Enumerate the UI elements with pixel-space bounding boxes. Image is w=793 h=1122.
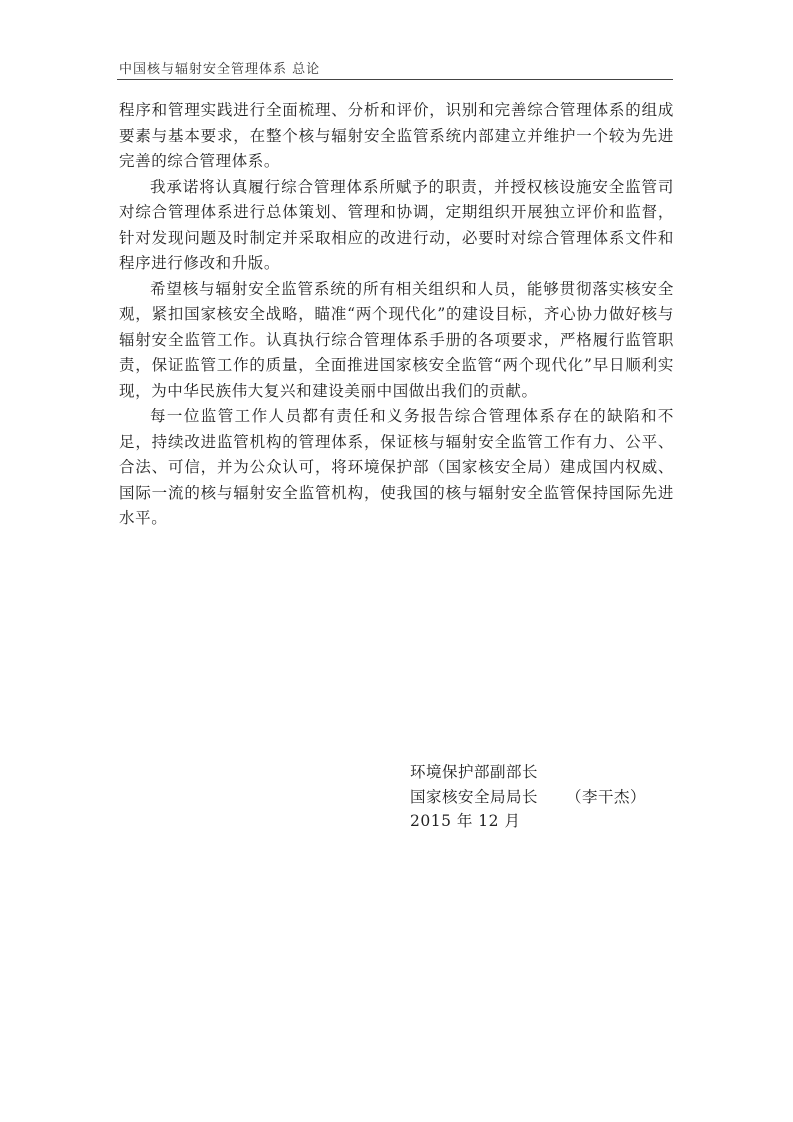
signature-block: [410, 760, 646, 834]
header-divider: [117, 79, 673, 80]
header-title: 中国核与辐射安全管理体系 总论: [119, 62, 321, 77]
signature-title-2: 国家核安全局局长: [410, 787, 539, 806]
paragraph-1: 程序和管理实践进行全面梳理、分析和评价，识别和完善综合管理体系的组成要素与基本要求，在整个核与辐射安全监管系统内部建立并维护一个较为先进完善的综合管理体系。: [119, 101, 674, 170]
paragraph-3: 希望核与辐射安全监管系统的所有相关组织和人员，能够贯彻落实核安全观，紧扣国家核安全战略，瞄准“两个现代化”的建设目标，齐心协力做好核与辐射安全监管工作。认真执行综合管理体系手册的各项要求，严格履行监管职责，保证监管工作的质量，全面推进国家核安全监管“两个现代化”早日顺利实现，为中华民族伟大复兴和建设美丽中国做出我们的贡献。: [119, 279, 674, 400]
page-header: [117, 58, 673, 80]
signature-name: （李干杰）: [566, 787, 647, 806]
paragraph-2: 我承诺将认真履行综合管理体系所赋予的职责，并授权核设施安全监管司对综合管理体系进行总体策划、管理和协调，定期组织开展独立评价和监督，针对发现问题及时制定并采取相应的改进行动，必要时对综合管理体系文件和程序进行修改和升版。: [119, 177, 674, 272]
signature-title-2-line: [410, 785, 646, 810]
paragraph-4: 每一位监管工作人员都有责任和义务报告综合管理体系存在的缺陷和不足，持续改进监管机构的管理体系，保证核与辐射安全监管工作有力、公平、合法、可信，并为公众认可，将环境保护部（国家核安全局）建成国内权威、国际一流的核与辐射安全监管机构，使我国的核与辐射安全监管保持国际先进水平。: [119, 407, 674, 527]
body-text: [119, 98, 674, 532]
signature-date: 2015 年 12 月: [410, 812, 521, 830]
signature-title-1: 环境保护部副部长: [410, 763, 539, 781]
